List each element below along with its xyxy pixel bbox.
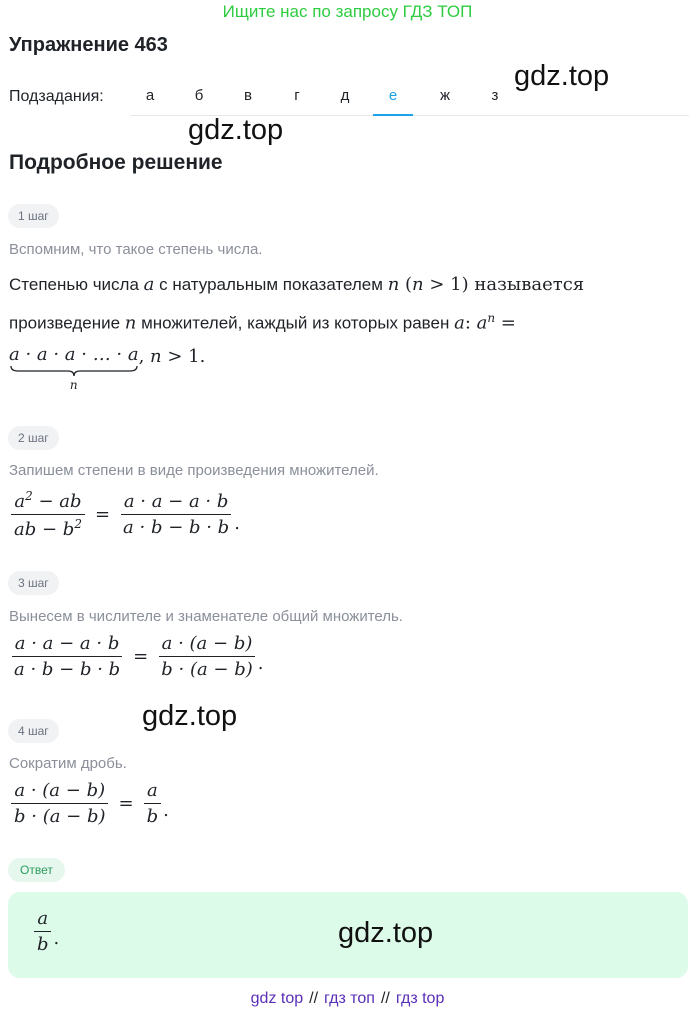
fraction: $\frac{a^2 - ab}{ab - b^2}$: [11, 489, 85, 540]
tab-v[interactable]: в: [244, 87, 252, 104]
tab-z[interactable]: з: [491, 87, 499, 104]
tab-d[interactable]: д: [340, 87, 350, 104]
search-banner: Ищите нас по запросу ГДЗ ТОП: [222, 2, 473, 21]
subtasks-label: Подзадания:: [9, 88, 104, 105]
answer-box: [8, 892, 688, 978]
watermark: gdz.top: [188, 114, 284, 146]
tab-a[interactable]: а: [145, 87, 155, 104]
tab-g[interactable]: г: [294, 87, 300, 104]
fraction: $\frac{a}{b}$: [144, 780, 162, 827]
step-hint: Вспомним, что такое степень числа.: [9, 241, 263, 258]
step-badge: 1 шаг: [8, 204, 59, 228]
footer-link[interactable]: гдз топ: [324, 990, 375, 1007]
step-hint: Запишем степени в виде произведения множителей.: [9, 462, 379, 479]
step-badge: 3 шаг: [8, 571, 59, 595]
step-text: Степенью числа a с натуральным показателем n (n > 1) называется: [9, 274, 585, 295]
tab-b[interactable]: б: [194, 87, 204, 104]
step-badge: 2 шаг: [8, 426, 59, 450]
watermark: gdz.top: [142, 700, 238, 732]
footer-link[interactable]: гдз top: [395, 990, 445, 1007]
step-formula: $\frac{a^2 - ab}{ab - b^2}$ = $\frac{a \cdot a - a \cdot b}{a \cdot b - b \cdot b}$ .: [9, 489, 240, 540]
tab-zh[interactable]: ж: [439, 87, 451, 104]
power-definition-formula: a · a · a · … · a n , n > 1.: [9, 344, 206, 392]
watermark: gdz.top: [338, 917, 434, 949]
page-title: Упражнение 463: [9, 34, 168, 56]
tab-e[interactable]: е: [373, 86, 413, 116]
step-formula: $\frac{a \cdot a - a \cdot b}{a \cdot b - b \cdot b}$ = $\frac{a \cdot (a - b)}{b \cdot (a - b)}$ .: [9, 633, 264, 680]
step-formula: $\frac{a \cdot (a - b)}{b \cdot (a - b)}$ = $\frac{a}{b}$ .: [9, 780, 169, 827]
fraction: $\frac{a}{b}$: [34, 908, 52, 955]
footer-link[interactable]: gdz top: [250, 990, 304, 1007]
answer-formula: $\frac{a}{b}$ .: [32, 908, 59, 955]
underbrace: [10, 365, 138, 377]
footer-separator: //: [309, 990, 319, 1007]
fraction: $\frac{a \cdot a - a \cdot b}{a \cdot b - b \cdot b}$: [11, 633, 123, 680]
footer-links: [0, 990, 695, 1008]
step-text: произведение n множителей, каждый из которых равен a: $a^n$ =: [9, 311, 516, 334]
fraction: $\frac{a \cdot (a - b)}{b \cdot (a - b)}$: [158, 633, 256, 680]
step-hint: Сократим дробь.: [9, 755, 127, 772]
step-hint: Вынесем в числителе и знаменателе общий множитель.: [9, 608, 403, 625]
section-title: Подробное решение: [9, 151, 223, 174]
answer-badge: Ответ: [8, 858, 65, 882]
step-badge: 4 шаг: [8, 719, 59, 743]
fraction: $\frac{a \cdot (a - b)}{b \cdot (a - b)}$: [11, 780, 109, 827]
footer-separator: //: [380, 990, 390, 1007]
fraction: $\frac{a \cdot a - a \cdot b}{a \cdot b - b \cdot b}$: [120, 491, 232, 538]
watermark: gdz.top: [514, 60, 610, 92]
